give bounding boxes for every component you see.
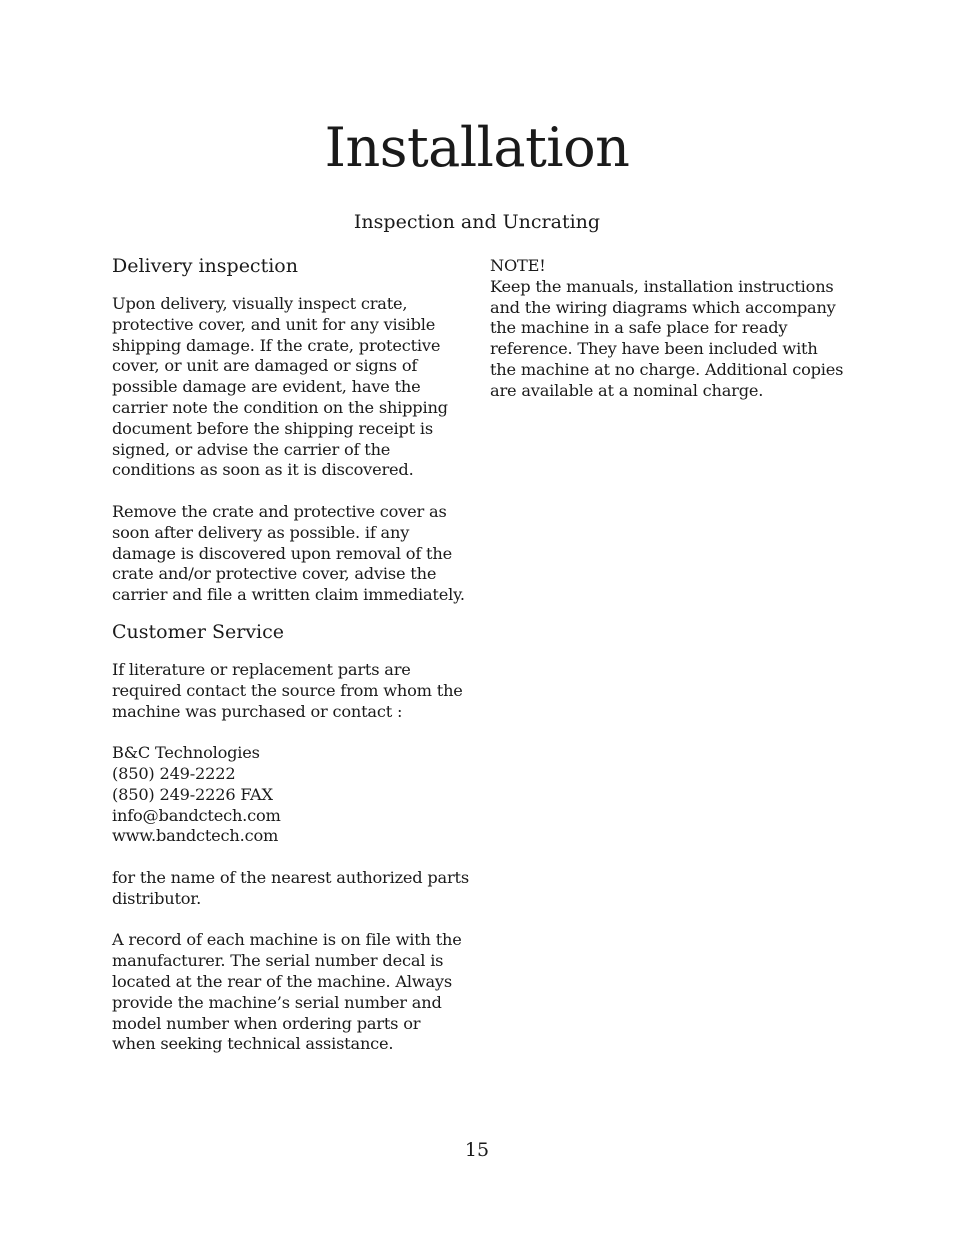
note-label: NOTE! (490, 256, 546, 275)
text-line: for the name of the nearest authorized parts (112, 867, 469, 887)
section-subtitle: Inspection and Uncrating (353, 211, 601, 233)
email-address: info@bandctech.com (112, 805, 281, 825)
text-line: possible damage are evident, have the (112, 377, 421, 397)
text-line: signed, or advise the carrier of the (112, 439, 391, 459)
text-line: document before the shipping receipt is (112, 418, 433, 438)
right-column (490, 256, 850, 402)
text-line: conditions as soon as it is discovered. (112, 460, 414, 480)
text-line: Keep the manuals, installation instructions (490, 276, 834, 296)
contact-block (112, 743, 467, 847)
text-line: the machine at no charge. Additional copies (490, 359, 844, 379)
note-box (490, 256, 850, 402)
customer-service-heading: Customer Service (112, 620, 285, 643)
page-title: Installation (324, 116, 630, 179)
text-line: shipping damage. If the crate, protective (112, 335, 441, 355)
text-line: when seeking technical assistance. (112, 1034, 394, 1054)
text-line: manufacturer. The serial number decal is (112, 951, 444, 971)
fax-number: (850) 249-2226 FAX (112, 784, 273, 804)
delivery-inspection-heading: Delivery inspection (112, 255, 298, 277)
text-line: soon after delivery as possible. if any (112, 522, 410, 542)
text-line: reference. They have been included with (490, 339, 818, 359)
phone-number: (850) 249-2222 (112, 763, 236, 783)
page-number: 15 (464, 1139, 490, 1161)
text-line: A record of each machine is on file with the (112, 930, 462, 950)
text-line: crate and/or protective cover, advise the (112, 564, 437, 584)
text-line: the machine in a safe place for ready (490, 318, 788, 338)
text-line: provide the machine’s serial number and (112, 992, 442, 1012)
text-line: damage is discovered upon removal of the (112, 543, 452, 563)
text-line: carrier and file a written claim immediately. (112, 585, 465, 605)
text-line: If literature or replacement parts are (112, 659, 411, 679)
text-line: are available at a nominal charge. (490, 380, 764, 400)
text-line: model number when ordering parts or (112, 1013, 421, 1033)
text-line: protective cover, and unit for any visible (112, 314, 436, 334)
left-column (112, 252, 467, 1055)
text-line: distributor. (112, 888, 202, 908)
text-line: machine was purchased or contact : (112, 701, 403, 721)
website-address: www.bandctech.com (112, 826, 279, 846)
text-line: and the wiring diagrams which accompany (490, 297, 836, 317)
crate-removal-paragraph (112, 502, 467, 606)
text-line: cover, or unit are damaged or signs of (112, 356, 418, 376)
text-line: required contact the source from whom the (112, 680, 463, 700)
customer-service-intro (112, 660, 467, 722)
text-line: Upon delivery, visually inspect crate, (112, 294, 408, 313)
text-line: located at the rear of the machine. Always (112, 971, 452, 991)
machine-record-paragraph (112, 930, 467, 1055)
text-line: carrier note the condition on the shipping (112, 397, 448, 417)
distributor-paragraph (112, 868, 467, 910)
text-line: Remove the crate and protective cover as (112, 501, 447, 521)
company-name: B&C Technologies (112, 743, 260, 763)
delivery-inspection-paragraph (112, 294, 467, 481)
